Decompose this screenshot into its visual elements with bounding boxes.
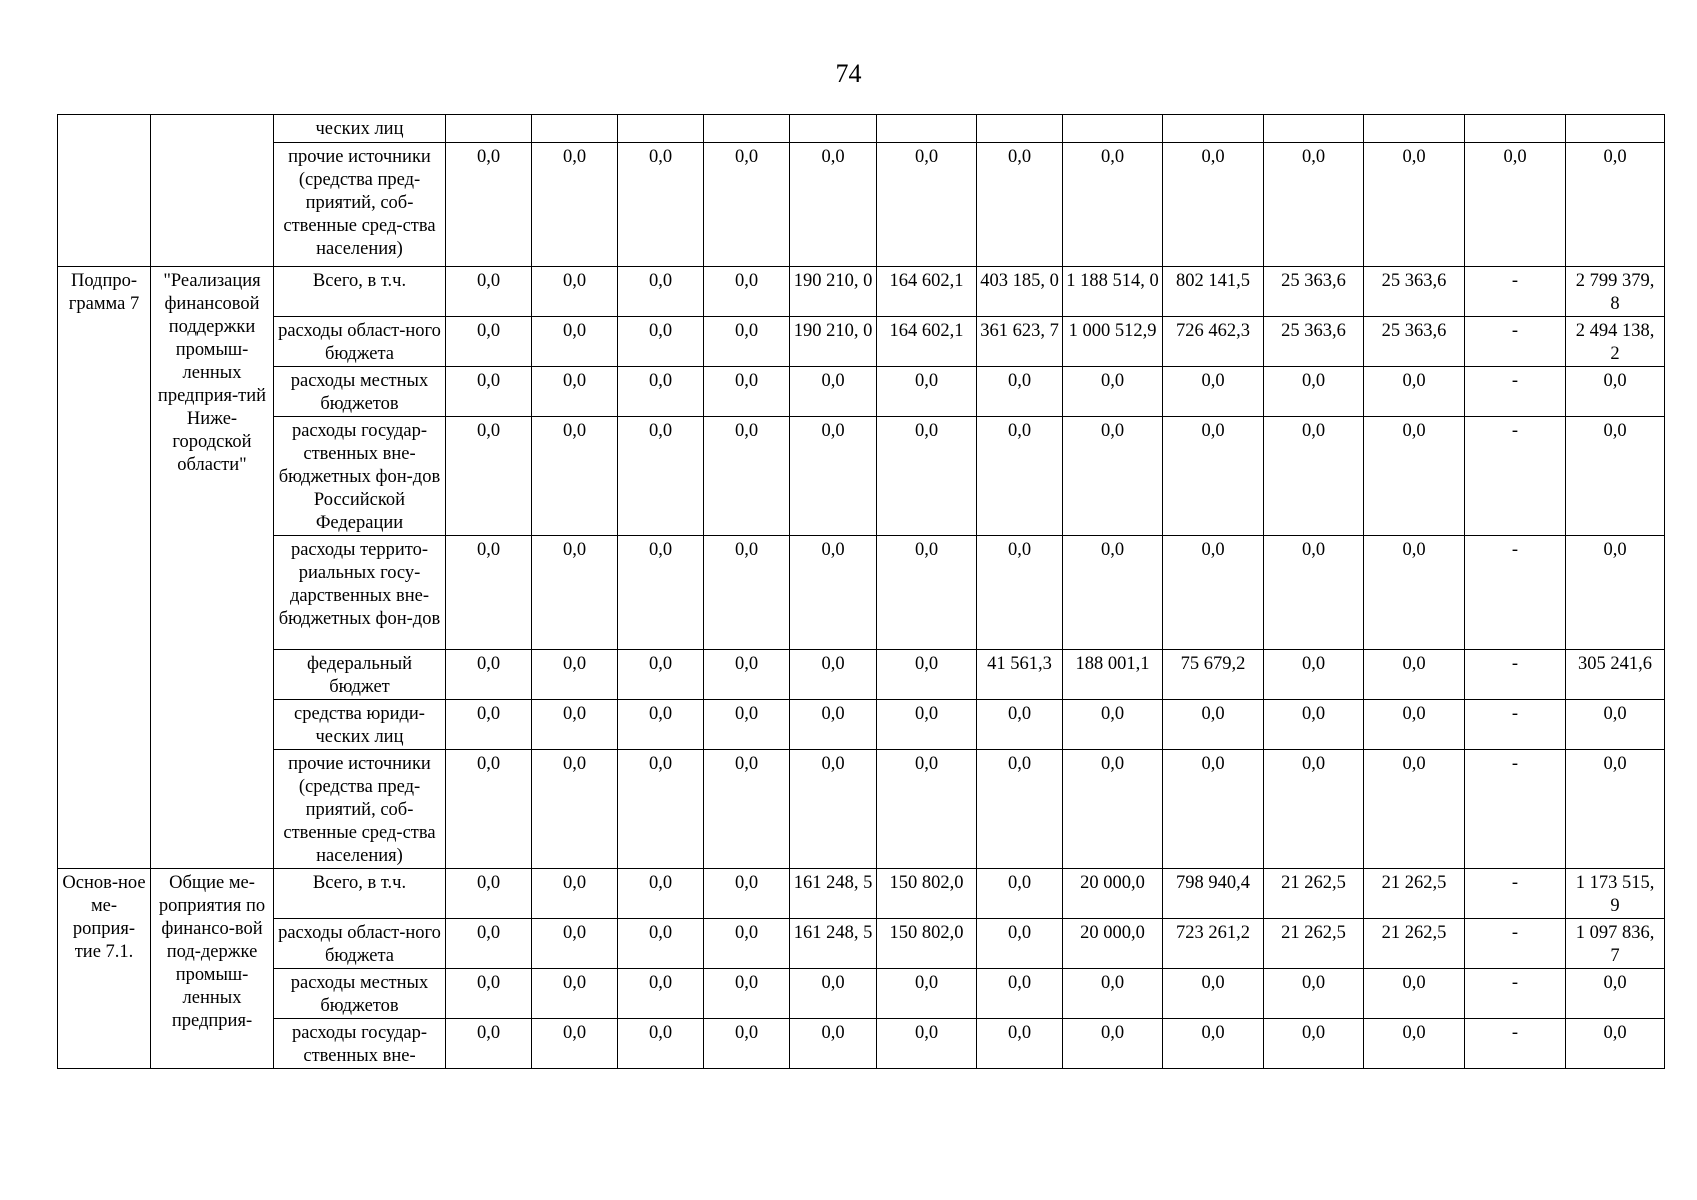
value-cell: 0,0 bbox=[618, 869, 704, 919]
value-cell: 0,0 bbox=[446, 750, 532, 869]
value-cell: 0,0 bbox=[1364, 417, 1465, 536]
value-cell: 0,0 bbox=[1264, 700, 1364, 750]
value-cell: 0,0 bbox=[1063, 969, 1163, 1019]
funding-source-cell: прочие источники (средства пред-приятий, соб-ственные сред-ства населения) bbox=[274, 750, 446, 869]
value-cell: 0,0 bbox=[532, 417, 618, 536]
value-cell: 0,0 bbox=[618, 536, 704, 650]
value-cell: 0,0 bbox=[1063, 1019, 1163, 1069]
value-cell: 0,0 bbox=[1163, 750, 1264, 869]
value-cell: 0,0 bbox=[1163, 417, 1264, 536]
value-cell: 0,0 bbox=[704, 919, 790, 969]
value-cell: 0,0 bbox=[790, 367, 877, 417]
table-row bbox=[58, 143, 1665, 267]
value-cell: - bbox=[1465, 650, 1566, 700]
program-name-cell: "Реализация финансовой поддержки промыш-ленных предприя-тий Ниже-городской области" bbox=[151, 267, 274, 869]
value-cell: 2 494 138, 2 bbox=[1566, 317, 1665, 367]
value-cell: 150 802,0 bbox=[877, 919, 977, 969]
table-row bbox=[58, 969, 1665, 1019]
value-cell: 0,0 bbox=[532, 536, 618, 650]
funding-source-cell: средства юриди-ческих лиц bbox=[274, 700, 446, 750]
value-cell: 0,0 bbox=[446, 969, 532, 1019]
value-cell: 0,0 bbox=[704, 317, 790, 367]
value-cell: 0,0 bbox=[1465, 143, 1566, 267]
value-cell: 0,0 bbox=[446, 650, 532, 700]
value-cell: - bbox=[1465, 267, 1566, 317]
value-cell: 0,0 bbox=[618, 650, 704, 700]
value-cell bbox=[1264, 115, 1364, 143]
value-cell: 21 262,5 bbox=[1364, 869, 1465, 919]
program-code-cell: Основ-ное ме-роприя-тие 7.1. bbox=[58, 869, 151, 1069]
value-cell: 0,0 bbox=[1163, 700, 1264, 750]
value-cell: 0,0 bbox=[1163, 1019, 1264, 1069]
value-cell: 0,0 bbox=[704, 700, 790, 750]
value-cell: 0,0 bbox=[704, 267, 790, 317]
value-cell: 0,0 bbox=[704, 650, 790, 700]
value-cell: 0,0 bbox=[790, 1019, 877, 1069]
value-cell: 161 248, 5 bbox=[790, 869, 877, 919]
table-row bbox=[58, 536, 1665, 650]
program-name-cell bbox=[151, 115, 274, 267]
value-cell: 0,0 bbox=[977, 969, 1063, 1019]
value-cell: 190 210, 0 bbox=[790, 267, 877, 317]
program-code-cell: Подпро-грамма 7 bbox=[58, 267, 151, 869]
funding-source-cell: ческих лиц bbox=[274, 115, 446, 143]
value-cell: 0,0 bbox=[790, 969, 877, 1019]
value-cell bbox=[1163, 115, 1264, 143]
value-cell: 0,0 bbox=[1063, 417, 1163, 536]
value-cell: - bbox=[1465, 750, 1566, 869]
value-cell: - bbox=[1465, 1019, 1566, 1069]
value-cell: 0,0 bbox=[446, 869, 532, 919]
value-cell: 0,0 bbox=[1063, 750, 1163, 869]
value-cell: 0,0 bbox=[618, 367, 704, 417]
value-cell: 0,0 bbox=[877, 367, 977, 417]
value-cell: 0,0 bbox=[446, 1019, 532, 1069]
value-cell: 21 262,5 bbox=[1264, 869, 1364, 919]
value-cell: 0,0 bbox=[1364, 650, 1465, 700]
value-cell: 0,0 bbox=[877, 143, 977, 267]
value-cell: 0,0 bbox=[618, 750, 704, 869]
value-cell: 0,0 bbox=[618, 919, 704, 969]
value-cell: 0,0 bbox=[446, 536, 532, 650]
value-cell: 0,0 bbox=[977, 919, 1063, 969]
table-row bbox=[58, 317, 1665, 367]
value-cell: 0,0 bbox=[1566, 417, 1665, 536]
value-cell: 0,0 bbox=[977, 1019, 1063, 1069]
value-cell: 0,0 bbox=[704, 367, 790, 417]
table-row bbox=[58, 869, 1665, 919]
value-cell: 0,0 bbox=[532, 650, 618, 700]
value-cell bbox=[446, 115, 532, 143]
value-cell: 0,0 bbox=[446, 317, 532, 367]
value-cell: 0,0 bbox=[532, 869, 618, 919]
value-cell bbox=[704, 115, 790, 143]
value-cell: 190 210, 0 bbox=[790, 317, 877, 367]
value-cell bbox=[618, 115, 704, 143]
value-cell: 0,0 bbox=[877, 969, 977, 1019]
value-cell: 164 602,1 bbox=[877, 267, 977, 317]
value-cell: 0,0 bbox=[618, 969, 704, 1019]
funding-source-cell: прочие источники (средства пред-приятий, соб-ственные сред-ства населения) bbox=[274, 143, 446, 267]
value-cell: 403 185, 0 bbox=[977, 267, 1063, 317]
value-cell: - bbox=[1465, 367, 1566, 417]
value-cell: 0,0 bbox=[1264, 650, 1364, 700]
value-cell: 164 602,1 bbox=[877, 317, 977, 367]
value-cell: 0,0 bbox=[877, 1019, 977, 1069]
value-cell: 0,0 bbox=[704, 1019, 790, 1069]
value-cell: 0,0 bbox=[877, 650, 977, 700]
value-cell: 0,0 bbox=[1566, 1019, 1665, 1069]
value-cell: 0,0 bbox=[1063, 143, 1163, 267]
value-cell: 802 141,5 bbox=[1163, 267, 1264, 317]
value-cell: 1 097 836, 7 bbox=[1566, 919, 1665, 969]
value-cell: 0,0 bbox=[1364, 143, 1465, 267]
value-cell: 0,0 bbox=[704, 750, 790, 869]
value-cell: 0,0 bbox=[1264, 417, 1364, 536]
table-row bbox=[58, 367, 1665, 417]
value-cell: 2 799 379, 8 bbox=[1566, 267, 1665, 317]
value-cell: 0,0 bbox=[790, 650, 877, 700]
value-cell: 0,0 bbox=[618, 143, 704, 267]
value-cell: 0,0 bbox=[446, 919, 532, 969]
value-cell: 25 363,6 bbox=[1364, 267, 1465, 317]
value-cell bbox=[1063, 115, 1163, 143]
value-cell bbox=[1364, 115, 1465, 143]
value-cell: 1 188 514, 0 bbox=[1063, 267, 1163, 317]
value-cell: 0,0 bbox=[618, 1019, 704, 1069]
value-cell: 0,0 bbox=[1264, 969, 1364, 1019]
value-cell: 0,0 bbox=[1063, 367, 1163, 417]
table-row bbox=[58, 750, 1665, 869]
value-cell: 0,0 bbox=[446, 267, 532, 317]
value-cell: 0,0 bbox=[1566, 143, 1665, 267]
value-cell: 0,0 bbox=[790, 417, 877, 536]
value-cell: - bbox=[1465, 869, 1566, 919]
value-cell: 0,0 bbox=[532, 143, 618, 267]
value-cell bbox=[532, 115, 618, 143]
value-cell: 20 000,0 bbox=[1063, 869, 1163, 919]
funding-source-cell: расходы област-ного бюджета bbox=[274, 919, 446, 969]
value-cell: 161 248, 5 bbox=[790, 919, 877, 969]
value-cell: 0,0 bbox=[1364, 536, 1465, 650]
value-cell: 0,0 bbox=[1566, 969, 1665, 1019]
funding-source-cell: расходы област-ного бюджета bbox=[274, 317, 446, 367]
value-cell: 0,0 bbox=[877, 700, 977, 750]
value-cell: - bbox=[1465, 536, 1566, 650]
value-cell: 0,0 bbox=[977, 367, 1063, 417]
funding-table bbox=[57, 114, 1665, 1069]
value-cell: 0,0 bbox=[704, 969, 790, 1019]
value-cell: 188 001,1 bbox=[1063, 650, 1163, 700]
funding-source-cell: расходы государ-ственных вне- bbox=[274, 1019, 446, 1069]
table-row bbox=[58, 115, 1665, 143]
value-cell: 25 363,6 bbox=[1364, 317, 1465, 367]
value-cell: 0,0 bbox=[704, 417, 790, 536]
value-cell: 0,0 bbox=[1364, 367, 1465, 417]
program-code-cell bbox=[58, 115, 151, 267]
value-cell: 20 000,0 bbox=[1063, 919, 1163, 969]
value-cell: 0,0 bbox=[704, 536, 790, 650]
value-cell: 0,0 bbox=[1264, 143, 1364, 267]
table-row bbox=[58, 650, 1665, 700]
funding-source-cell: Всего, в т.ч. bbox=[274, 267, 446, 317]
funding-source-cell: Всего, в т.ч. bbox=[274, 869, 446, 919]
value-cell: 0,0 bbox=[532, 750, 618, 869]
value-cell: 0,0 bbox=[1264, 367, 1364, 417]
value-cell: 0,0 bbox=[1163, 536, 1264, 650]
value-cell: 0,0 bbox=[877, 536, 977, 650]
value-cell: - bbox=[1465, 317, 1566, 367]
value-cell: - bbox=[1465, 969, 1566, 1019]
value-cell bbox=[1566, 115, 1665, 143]
value-cell: 798 940,4 bbox=[1163, 869, 1264, 919]
funding-source-cell: расходы местных бюджетов bbox=[274, 969, 446, 1019]
value-cell: 1 173 515, 9 bbox=[1566, 869, 1665, 919]
value-cell bbox=[790, 115, 877, 143]
value-cell: 0,0 bbox=[790, 143, 877, 267]
funding-source-cell: расходы государ-ственных вне-бюджетных фон-дов Российской Федерации bbox=[274, 417, 446, 536]
funding-source-cell: расходы местных бюджетов bbox=[274, 367, 446, 417]
value-cell: 0,0 bbox=[1163, 143, 1264, 267]
value-cell: 0,0 bbox=[790, 700, 877, 750]
value-cell: 0,0 bbox=[1063, 536, 1163, 650]
funding-source-cell: расходы террито-риальных госу-дарственных вне-бюджетных фон-дов bbox=[274, 536, 446, 650]
value-cell: 25 363,6 bbox=[1264, 317, 1364, 367]
value-cell: 0,0 bbox=[618, 267, 704, 317]
value-cell: 0,0 bbox=[532, 1019, 618, 1069]
value-cell: 0,0 bbox=[877, 417, 977, 536]
value-cell: 0,0 bbox=[1364, 700, 1465, 750]
value-cell: 0,0 bbox=[532, 367, 618, 417]
funding-source-cell: федеральный бюджет bbox=[274, 650, 446, 700]
value-cell: - bbox=[1465, 417, 1566, 536]
value-cell: 0,0 bbox=[532, 317, 618, 367]
value-cell: 0,0 bbox=[446, 417, 532, 536]
value-cell: 305 241,6 bbox=[1566, 650, 1665, 700]
value-cell: 0,0 bbox=[1063, 700, 1163, 750]
value-cell: 0,0 bbox=[1566, 750, 1665, 869]
value-cell: - bbox=[1465, 700, 1566, 750]
value-cell: 21 262,5 bbox=[1364, 919, 1465, 969]
value-cell: - bbox=[1465, 919, 1566, 969]
value-cell: 0,0 bbox=[446, 367, 532, 417]
value-cell: 0,0 bbox=[790, 536, 877, 650]
table-row bbox=[58, 417, 1665, 536]
value-cell: 0,0 bbox=[1364, 750, 1465, 869]
value-cell: 723 261,2 bbox=[1163, 919, 1264, 969]
program-name-cell: Общие ме-роприятия по финансо-вой под-держке промыш-ленных предприя- bbox=[151, 869, 274, 1069]
table-row bbox=[58, 919, 1665, 969]
value-cell: 0,0 bbox=[977, 536, 1063, 650]
table-row bbox=[58, 1019, 1665, 1069]
value-cell: 0,0 bbox=[1566, 367, 1665, 417]
value-cell: 0,0 bbox=[977, 143, 1063, 267]
value-cell: 0,0 bbox=[790, 750, 877, 869]
value-cell: 0,0 bbox=[977, 869, 1063, 919]
value-cell: 150 802,0 bbox=[877, 869, 977, 919]
value-cell: 0,0 bbox=[1264, 1019, 1364, 1069]
value-cell: 726 462,3 bbox=[1163, 317, 1264, 367]
value-cell: 0,0 bbox=[1566, 700, 1665, 750]
value-cell: 0,0 bbox=[532, 267, 618, 317]
value-cell bbox=[977, 115, 1063, 143]
value-cell: 0,0 bbox=[532, 969, 618, 1019]
value-cell: 0,0 bbox=[977, 750, 1063, 869]
value-cell: 0,0 bbox=[1264, 536, 1364, 650]
page-number: 74 bbox=[835, 59, 862, 88]
value-cell: 25 363,6 bbox=[1264, 267, 1364, 317]
value-cell: 0,0 bbox=[1163, 969, 1264, 1019]
value-cell: 75 679,2 bbox=[1163, 650, 1264, 700]
value-cell: 0,0 bbox=[1264, 750, 1364, 869]
value-cell: 0,0 bbox=[1364, 1019, 1465, 1069]
value-cell: 0,0 bbox=[532, 919, 618, 969]
value-cell: 0,0 bbox=[704, 869, 790, 919]
value-cell bbox=[877, 115, 977, 143]
value-cell: 0,0 bbox=[977, 700, 1063, 750]
value-cell: 41 561,3 bbox=[977, 650, 1063, 700]
value-cell: 0,0 bbox=[446, 143, 532, 267]
value-cell: 0,0 bbox=[446, 700, 532, 750]
value-cell: 0,0 bbox=[618, 317, 704, 367]
table-row bbox=[58, 700, 1665, 750]
value-cell: 0,0 bbox=[877, 750, 977, 869]
value-cell: 21 262,5 bbox=[1264, 919, 1364, 969]
value-cell: 0,0 bbox=[532, 700, 618, 750]
value-cell: 361 623, 7 bbox=[977, 317, 1063, 367]
value-cell: 0,0 bbox=[977, 417, 1063, 536]
value-cell: 0,0 bbox=[704, 143, 790, 267]
value-cell: 0,0 bbox=[1163, 367, 1264, 417]
table-row bbox=[58, 267, 1665, 317]
value-cell: 0,0 bbox=[1364, 969, 1465, 1019]
value-cell: 0,0 bbox=[618, 417, 704, 536]
value-cell: 0,0 bbox=[1566, 536, 1665, 650]
value-cell: 0,0 bbox=[618, 700, 704, 750]
value-cell: 1 000 512,9 bbox=[1063, 317, 1163, 367]
value-cell bbox=[1465, 115, 1566, 143]
